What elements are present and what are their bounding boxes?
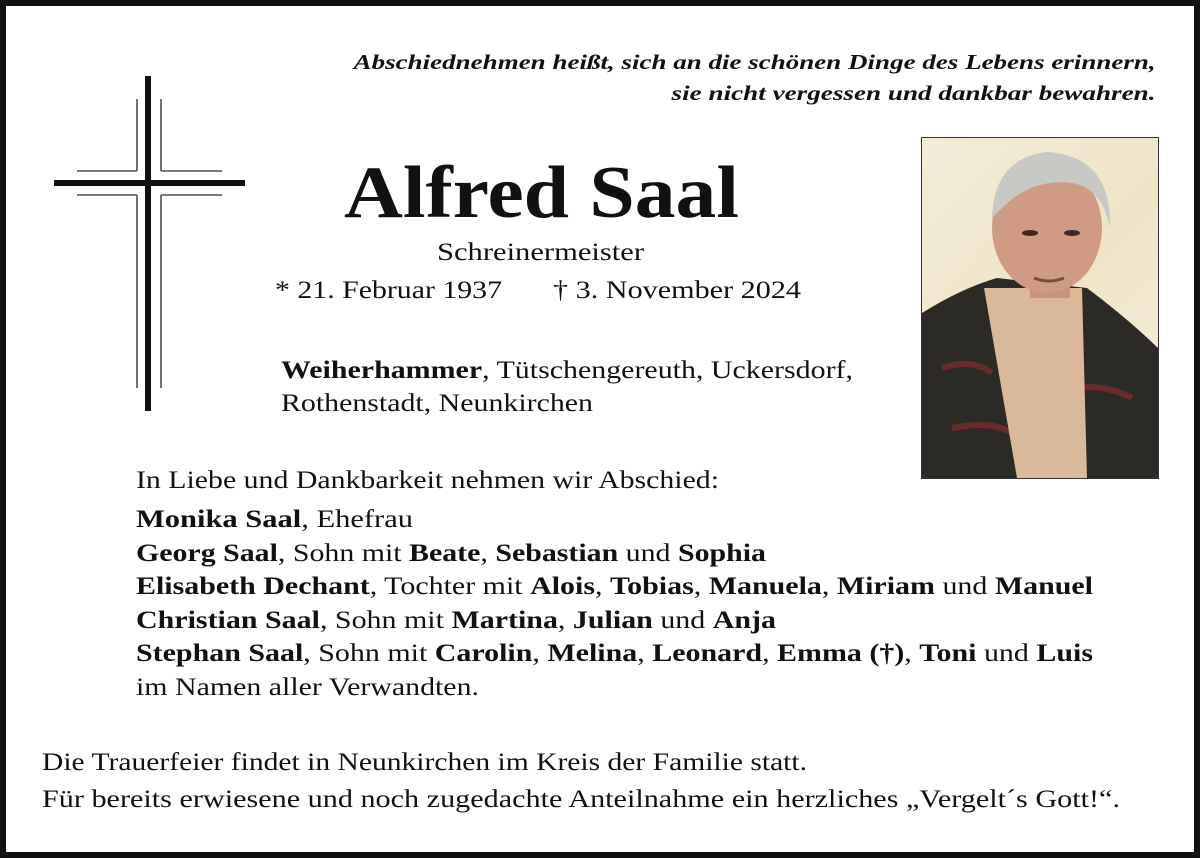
family-name: Alois: [530, 573, 595, 600]
family-name: Georg Saal: [136, 539, 278, 567]
family-name: Luis: [1036, 640, 1093, 667]
family-member-line: [136, 507, 413, 532]
family-name: Melina: [547, 640, 638, 667]
family-text: , Sohn mit: [303, 640, 435, 667]
family-text: ,: [594, 573, 610, 600]
family-text: ,: [762, 640, 778, 667]
family-member-line: [136, 641, 1093, 666]
places-rest: , Tütschengereuth, Uckersdorf,: [482, 357, 853, 384]
quote-line-1: Abschiednehmen heißt, sich an die schönen Dinge des Lebens erinnern,: [354, 50, 1156, 74]
family-text: und: [652, 606, 713, 634]
family-text: ,: [480, 539, 496, 567]
family-text: ,: [532, 640, 548, 667]
family-name: Emma (†): [777, 640, 905, 667]
family-text: ,: [557, 606, 573, 634]
family-text: ,: [904, 640, 920, 667]
place-bold: Weiherhammer: [281, 357, 483, 384]
deceased-name: Alfred Saal: [344, 152, 739, 234]
family-member-line: [136, 675, 479, 700]
profession: Schreinermeister: [437, 239, 644, 266]
footer-line-1: Die Trauerfeier findet in Neunkirchen im Kreis der Familie statt.: [42, 749, 808, 776]
family-text: ,: [693, 573, 709, 600]
death-date: † 3. November 2024: [553, 277, 801, 304]
family-text: , Sohn mit: [319, 606, 452, 634]
family-text: ,: [821, 573, 837, 600]
family-name: Sebastian: [495, 539, 619, 567]
family-name: Julian: [572, 606, 653, 634]
birth-date: * 21. Februar 1937: [275, 277, 502, 304]
family-name: Leonard: [652, 640, 763, 667]
family-name: Toni: [919, 640, 977, 667]
family-text: , Ehefrau: [301, 506, 413, 533]
cross-icon: [48, 71, 248, 416]
family-name: Tobias: [609, 573, 694, 600]
family-name: Martina: [451, 606, 558, 634]
family-name: Anja: [712, 606, 777, 634]
footer-line-2: Für bereits erwiesene und noch zugedachte Anteilnahme ein herzliches „Vergelt´s Gott!“.: [42, 786, 1120, 813]
family-name: Manuel: [994, 573, 1093, 600]
family-name: Stephan Saal: [136, 640, 304, 667]
places-line-2: Rothenstadt, Neunkirchen: [281, 390, 593, 417]
portrait-photo: [921, 137, 1159, 479]
family-name: Manuela: [708, 573, 822, 600]
family-text: und: [934, 573, 995, 600]
family-name: Beate: [409, 539, 481, 567]
farewell-intro: In Liebe und Dankbarkeit nehmen wir Abschied:: [136, 467, 719, 494]
quote-line-2: sie nicht vergessen und dankbar bewahren.: [672, 81, 1156, 105]
family-name: Sophia: [677, 539, 766, 567]
family-text: im Namen aller Verwandten.: [136, 673, 479, 701]
places-line-1: [281, 358, 853, 383]
family-name: Christian Saal: [136, 606, 320, 634]
family-name: Carolin: [434, 640, 533, 667]
family-name: Monika Saal: [136, 506, 302, 533]
family-text: ,: [637, 640, 653, 667]
family-name: Elisabeth Dechant: [136, 573, 370, 600]
family-member-line: [136, 541, 766, 566]
family-member-line: [136, 608, 776, 633]
family-text: , Sohn mit: [277, 539, 410, 567]
family-text: und: [618, 539, 678, 567]
family-name: Miriam: [836, 573, 935, 600]
family-text: , Tochter mit: [369, 573, 531, 600]
family-member-line: [136, 574, 1093, 599]
family-text: und: [976, 640, 1037, 667]
